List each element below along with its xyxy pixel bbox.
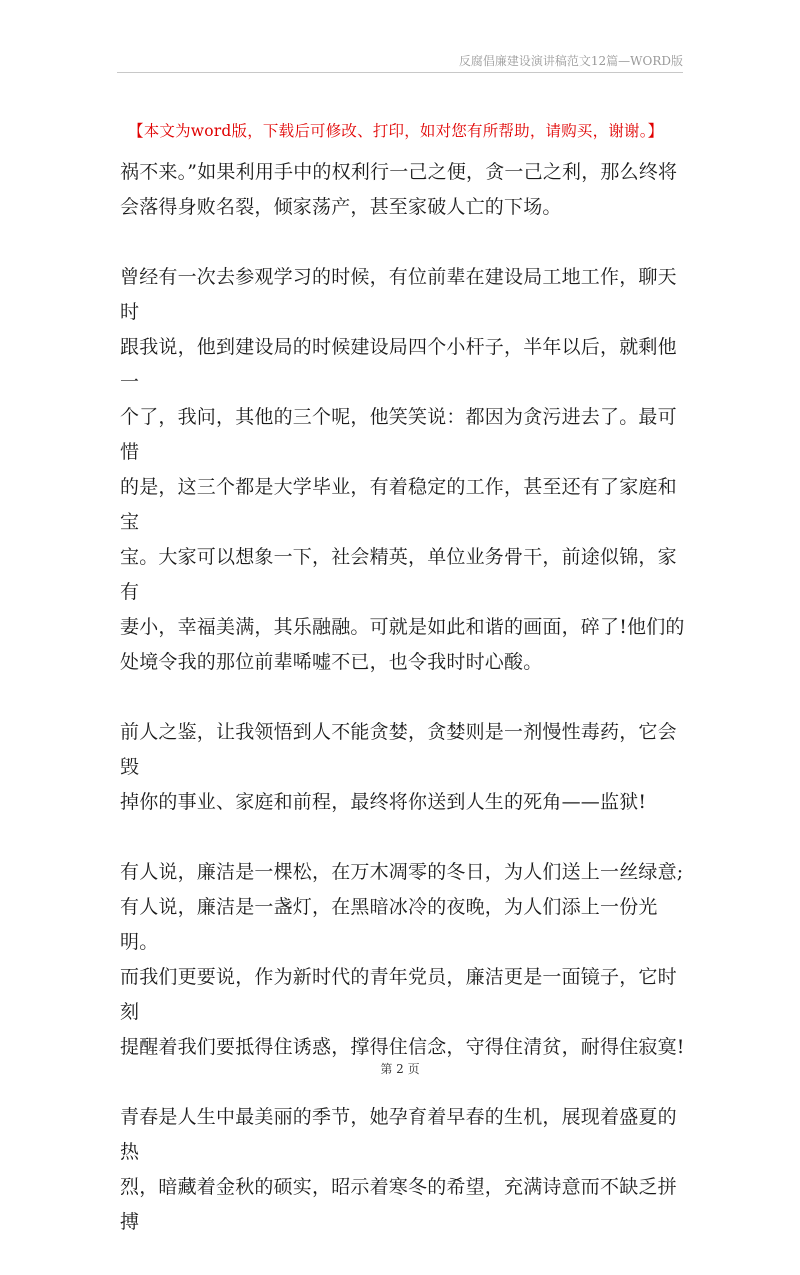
- document-body: [120, 155, 686, 1275]
- paragraph: 祸不来。”如果利用手中的权利行一己之便，贪一己之利，那么终将 会落得身败名裂，倾家荡产，甚至家破人亡的下场。: [120, 161, 678, 218]
- running-header: 反腐倡廉建设演讲稿范文12篇—WORD版: [458, 54, 683, 68]
- paragraph: 青春是人生中最美丽的季节，她孕育着早春的生机，展现着盛夏的热 烈，暗藏着金秋的硕实，昭示着寒冬的希望，充满诗意而不缺乏拼搏: [120, 1106, 677, 1233]
- paragraph: 曾经有一次去参观学习的时候，有位前辈在建设局工地工作，聊天时 跟我说，他到建设局的时候建设局四个小杆子，半年以后，就剩他一 个了，我问，其他的三个呢，他笑笑说：都因为贪污进去了。最可惜 的是，这三个都是大学毕业，有着稳定的工作，甚至还有了家庭和宝 宝。大家可以想象一下，社会精英，单位业务骨干，前途似锦，家有 妻小，幸福美满，其乐融融。可就是如此和谐的画面，碎了!他们的 处境令我的那位前辈唏嘘不已，也令我时时心酸。: [120, 266, 685, 673]
- page-number: 第 2 页: [380, 1062, 420, 1076]
- paragraph: 有人说，廉洁是一棵松，在万木凋零的冬日，为人们送上一丝绿意; 有人说，廉洁是一盏灯，在黑暗冰冷的夜晚，为人们添上一份光明。 而我们更要说，作为新时代的青年党员，廉洁更是一面镜子，它时刻 提醒着我们要抵得住诱惑，撑得住信念，守得住清贫，耐得住寂寞!: [120, 861, 685, 1058]
- header-divider: [117, 72, 683, 73]
- download-notice: 【本文为word版，下载后可修改、打印，如对您有所帮助，请购买，谢谢。】: [128, 122, 664, 140]
- paragraph: 前人之鉴，让我领悟到人不能贪婪，贪婪则是一剂慢性毒药，它会毁 掉你的事业、家庭和前程，最终将你送到人生的死角——监狱!: [120, 721, 677, 813]
